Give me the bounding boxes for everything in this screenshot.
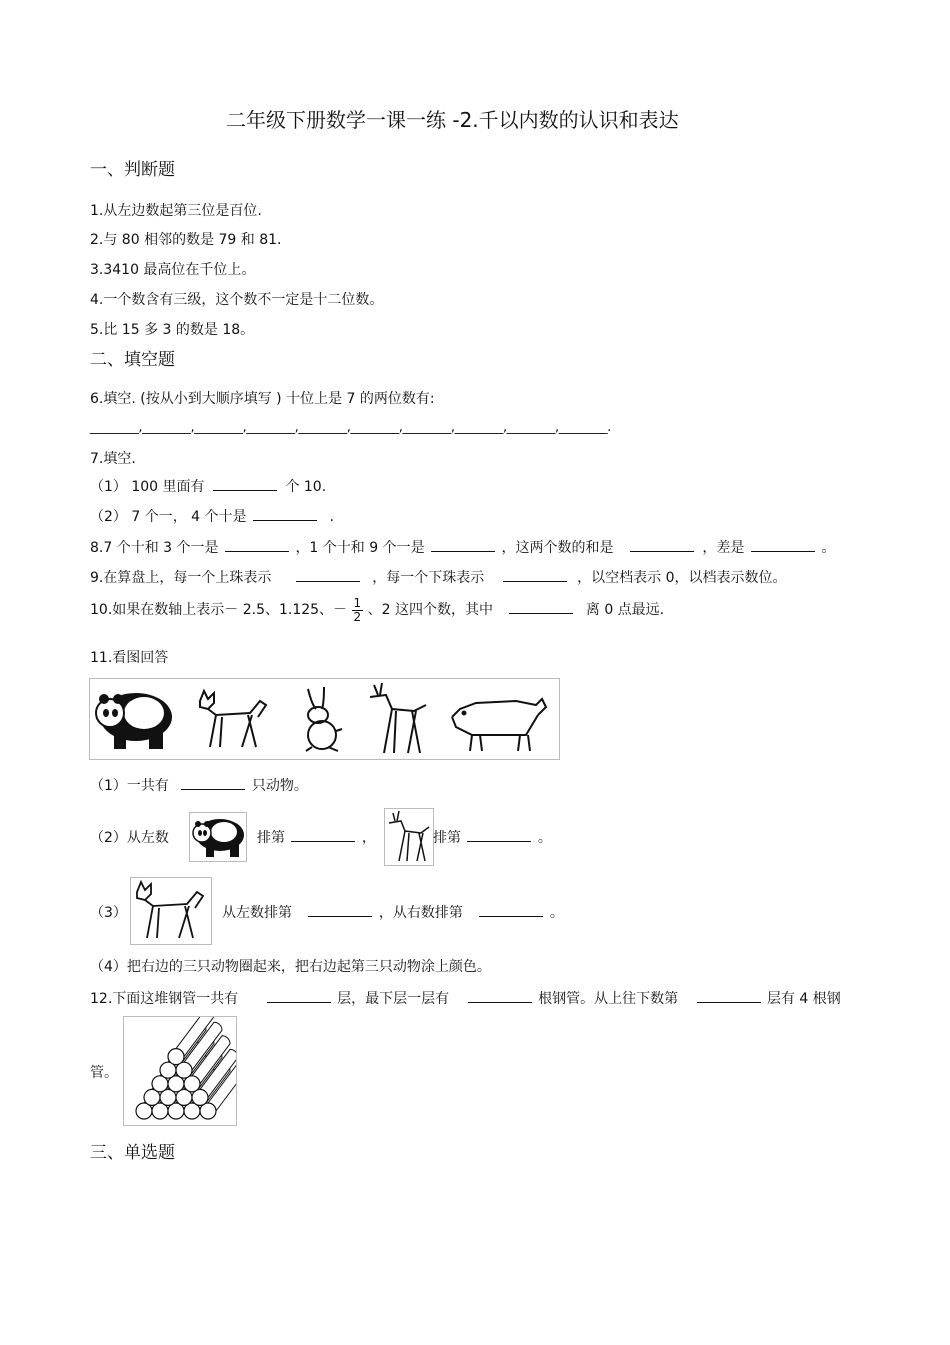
answer-blank[interactable] [308,904,372,917]
dog-icon [200,691,266,747]
question-12-text-a: 12.下面这堆钢管一共有 [90,991,239,1007]
question-7-part-2-text: （2） 7 个一， 4 个十是 [90,509,247,525]
question-6: 6.填空. (按从小到大顺序填写 ) 十位上是 7 的两位数有: [90,391,435,407]
question-8-text-e: 。 [821,540,836,556]
section-heading-choice: 三、单选题 [90,1143,175,1163]
question-5: 5.比 15 多 3 的数是 18。 [90,322,255,338]
fraction-one-half [352,597,364,624]
question-3: 3.3410 最高位在千位上。 [90,262,256,278]
question-11-part-2-text-e: 。 [537,830,552,846]
question-11-part-2-text-b: 排第 [257,830,285,846]
question-10-text-b: 、2 这四个数，其中 [367,602,493,618]
question-9 [90,567,787,587]
deer-thumbnail [384,808,434,866]
answer-blank[interactable] [503,569,567,582]
answer-blank[interactable] [267,990,331,1003]
question-11-part-2-text-d: 排第 [433,830,461,846]
question-7-part-1-text: （1） 100 里面有 [90,479,205,495]
question-4: 4.一个数含有三级，这个数不一定是十二位数。 [90,292,384,308]
question-11-title: 11.看图回答 [90,650,169,666]
question-11-part-3-text-c: ，从右数排第 [378,905,463,921]
question-7-part-1 [90,476,326,496]
question-12 [90,988,841,1008]
answer-blank[interactable] [296,569,360,582]
answer-blank[interactable] [751,539,815,552]
answer-blank[interactable] [479,904,543,917]
question-11-part-2-tail [433,827,552,847]
deer-icon [370,683,426,753]
dog-icon [137,882,203,938]
question-11-part-3 [222,902,564,922]
answer-blank[interactable] [291,829,355,842]
question-12-text-c: 根钢管。从上往下数第 [538,991,679,1007]
deer-icon [389,811,429,861]
question-11-part-2-lead: （2）从左数 [90,830,169,846]
question-8 [90,537,835,557]
answer-blank[interactable] [431,539,495,552]
question-11-part-4: （4）把右边的三只动物圈起来，把右边起第三只动物涂上颜色。 [90,959,491,975]
question-6-answer-blanks[interactable]: ________,________,________,________,________,________,________,________,________,________. [90,420,611,435]
question-11-part-3-lead: （3） [90,905,127,921]
answer-blank[interactable] [697,990,761,1003]
question-7-part-2-tail: . [329,509,334,525]
question-12-text-d: 层有 4 根钢 [766,991,841,1007]
page-title: 二年级下册数学一课一练 -2.千以内数的认识和表达 [226,108,679,132]
question-2: 2.与 80 相邻的数是 79 和 81. [90,232,282,248]
question-7-title: 7.填空. [90,451,136,467]
answer-blank[interactable] [253,508,317,521]
question-9-text-b: ，每一个下珠表示 [372,570,485,586]
panda-icon [96,693,172,749]
question-11-part-3-text-d: 。 [549,905,564,921]
answer-blank[interactable] [181,777,245,790]
rabbit-icon [306,687,342,751]
question-10-text-c: 离 0 点最远. [585,602,665,618]
question-7-part-2 [90,506,334,526]
answer-blank[interactable] [468,990,532,1003]
question-10-text-a: 10.如果在数轴上表示－ 2.5、1.125、－ [90,602,348,618]
question-11-part-1-tail: 只动物。 [251,778,308,794]
section-heading-judge: 一、判断题 [90,160,175,180]
panda-thumbnail [189,812,247,862]
question-12-text-b: 层，最下层一层有 [337,991,450,1007]
answer-blank[interactable] [225,539,289,552]
answer-blank[interactable] [213,478,277,491]
question-11-part-2-text-c: ， [361,830,376,846]
question-10 [90,596,664,624]
question-8-text-d: ，差是 [702,540,745,556]
question-9-text-c: ，以空档表示 0，以档表示数位。 [577,570,787,586]
fraction-denominator: 2 [353,609,362,624]
question-8-text-b: ，1 个十和 9 个一是 [295,540,425,556]
fraction-numerator: 1 [353,595,362,610]
question-11-part-3-text-b: 从左数排第 [222,905,292,921]
question-8-text-a: 8.7 个十和 3 个一是 [90,540,219,556]
pipe-stack-picture [123,1016,237,1126]
answer-blank[interactable] [467,829,531,842]
question-8-text-c: ，这两个数的和是 [501,540,614,556]
answer-blank[interactable] [509,601,573,614]
animal-picture-strip [89,678,560,760]
pig-icon [452,699,546,751]
panda-icon [193,819,244,857]
question-11-part-1 [90,775,308,795]
section-heading-fill: 二、填空题 [90,350,175,370]
question-9-text-a: 9.在算盘上，每一个上珠表示 [90,570,272,586]
answer-blank[interactable] [630,539,694,552]
steel-pipe-stack-icon [124,1017,236,1125]
question-1: 1.从左边数起第三位是百位. [90,203,262,219]
question-11-part-1-text: （1）一共有 [90,778,169,794]
pipe-end [168,1049,184,1065]
question-12-tail: 管。 [90,1065,118,1081]
dog-thumbnail [130,877,212,945]
question-11-part-2-mid [257,827,376,847]
question-7-part-1-tail: 个 10. [285,479,327,495]
